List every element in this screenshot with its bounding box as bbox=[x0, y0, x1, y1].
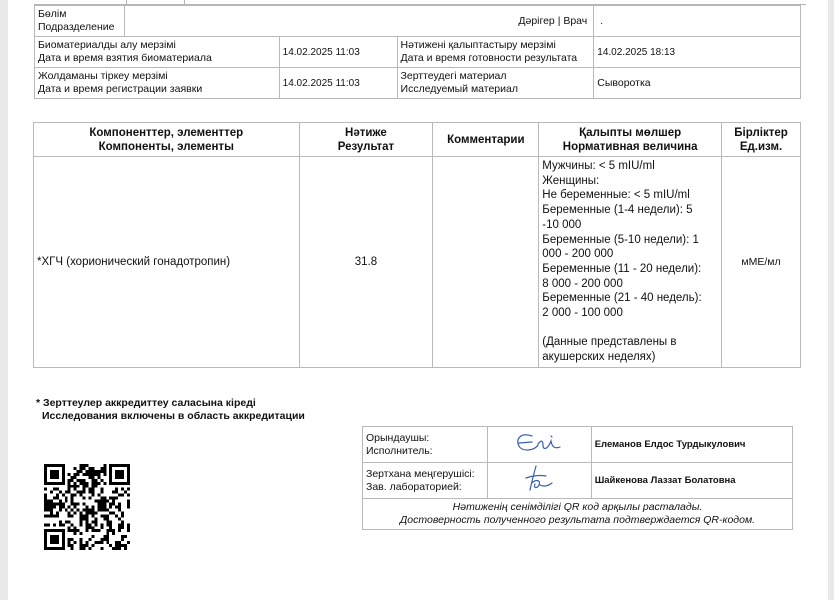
material-label: Зерттеудегі материал Исследуемый материал bbox=[397, 68, 594, 99]
registration-value: 14.02.2025 11:03 bbox=[279, 68, 397, 99]
comment-cell bbox=[433, 157, 539, 368]
performer-row bbox=[363, 427, 793, 463]
qr-code-icon bbox=[44, 464, 130, 550]
col-header-comments: Комментарии bbox=[433, 123, 539, 157]
header-info-table bbox=[34, 5, 801, 99]
norm-line: -10 000 bbox=[542, 218, 582, 231]
col-header-units: Бірліктер Ед.изм. bbox=[722, 123, 801, 157]
norm-line: Беременные (5-10 недели): 1 bbox=[542, 233, 699, 246]
head-signature bbox=[487, 463, 591, 499]
norm-line: Беременные (1-4 недели): 5 bbox=[542, 204, 693, 217]
qr-confirmation-text: Нәтиженің сенімділігі QR код арқылы расталады. Достоверность полученного результата подтверждается QR-кодом. bbox=[363, 499, 793, 530]
norm-line: Беременные (21 - 40 недель): bbox=[542, 292, 702, 305]
table-row bbox=[34, 157, 801, 368]
performer-name: Елеманов Елдос Турдыкулович bbox=[591, 427, 792, 463]
norm-line bbox=[542, 321, 718, 336]
col-header-result: Нәтиже Результат bbox=[299, 123, 433, 157]
norm-line: Мужчины: < 5 mIU/ml bbox=[542, 160, 655, 172]
norm-line: акушерских неделях) bbox=[542, 351, 656, 364]
signatures-table bbox=[362, 426, 793, 530]
collection-row bbox=[35, 37, 801, 68]
ready-value: 14.02.2025 18:13 bbox=[594, 37, 801, 68]
norm-line: 8 000 - 200 000 bbox=[542, 277, 623, 290]
department-row bbox=[35, 6, 801, 37]
component-cell: *ХГЧ (хорионический гонадотропин) bbox=[34, 157, 300, 368]
collection-label: Биоматериалды алу мерзімі Дата и время взятия биоматериала bbox=[35, 37, 280, 68]
confirmation-row bbox=[363, 499, 793, 530]
norm-line: Беременные (11 - 20 недели): bbox=[542, 262, 702, 275]
doctor-label: Дәрігер | Врач bbox=[124, 6, 593, 37]
document-page bbox=[8, 0, 828, 600]
head-name: Шайкенова Лаззат Болатовна bbox=[591, 463, 792, 499]
norm-line: 000 - 200 000 bbox=[542, 248, 614, 261]
collection-value: 14.02.2025 11:03 bbox=[279, 37, 397, 68]
ready-label: Нәтижені қалыптастыру мерзімі Дата и время готовности результата bbox=[397, 37, 594, 68]
registration-label: Жолдаманы тіркеу мерзімі Дата и время регистрации заявки bbox=[35, 68, 280, 99]
norm-line: 2 000 - 100 000 bbox=[542, 307, 623, 320]
results-header-row bbox=[34, 123, 801, 157]
norm-line: Женщины: bbox=[542, 174, 600, 187]
department-label: Бөлім Подразделение bbox=[35, 6, 125, 37]
units-cell: мМЕ/мл bbox=[722, 157, 801, 368]
norm-line: (Данные представлены в bbox=[542, 336, 677, 349]
head-label: Зертхана меңгерушісі: Зав. лабораторией: bbox=[363, 463, 488, 499]
handwritten-signature-icon bbox=[488, 485, 588, 497]
results-table bbox=[33, 122, 801, 368]
norm-cell bbox=[539, 157, 722, 368]
performer-signature bbox=[487, 427, 591, 463]
norm-line: Не беременные: < 5 mIU/ml bbox=[542, 189, 690, 202]
head-row bbox=[363, 463, 793, 499]
doctor-value: . bbox=[594, 6, 801, 37]
result-value: 31.8 bbox=[299, 157, 433, 368]
performer-label: Орындаушы: Исполнитель: bbox=[363, 427, 488, 463]
handwritten-signature-icon bbox=[488, 449, 588, 461]
material-value: Сыворотка bbox=[594, 68, 801, 99]
col-header-component: Компоненттер, элементтер Компоненты, элементы bbox=[34, 123, 300, 157]
registration-row bbox=[35, 68, 801, 99]
accreditation-note: * Зерттеулер аккредиттеу саласына кіреді Исследования включены в область аккредитации bbox=[36, 397, 305, 422]
col-header-norm: Қалыпты мөлшер Нормативная величина bbox=[539, 123, 722, 157]
